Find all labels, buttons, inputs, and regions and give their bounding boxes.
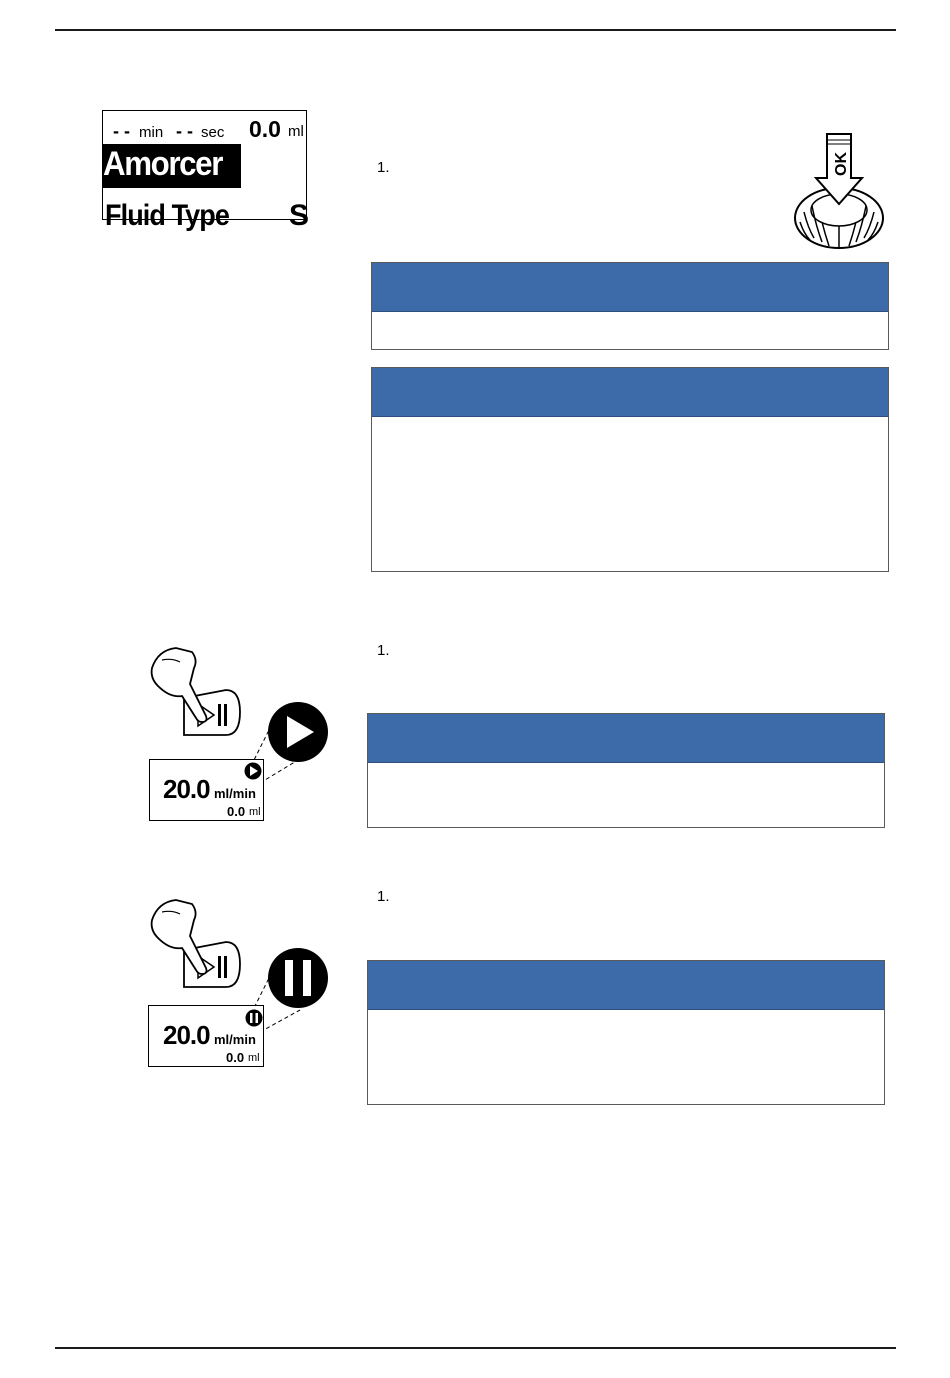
menu-item-fluid-type: Fluid Type [105,199,230,232]
stop-volume-value: 0.0 [226,1050,245,1065]
start-note-header [368,714,884,763]
header-rule [55,29,896,31]
run-flow-value: 20.0 [163,774,210,804]
run-flow-unit: ml/min [214,786,256,801]
prime-note-header [372,263,888,312]
stop-display [148,1005,264,1067]
timer-seconds-dashes: - - [176,121,193,141]
pause-icon [268,948,328,1008]
menu-item-fluid-type-value: S [289,199,310,232]
ok-dial-icon [792,130,887,254]
run-display [149,759,264,821]
start-step-number: 1. [377,642,390,659]
stop-status-pause-icon [245,1009,263,1027]
volume-value: 0.0 [249,116,281,142]
stop-note-header [368,961,884,1010]
volume-unit: ml [288,123,304,140]
footer-rule [55,1347,896,1349]
stop-step-number: 1. [377,888,390,905]
stop-note-box [367,960,885,1105]
timer-seconds-unit: sec [201,124,225,141]
play-pause-key-icon-stop[interactable] [184,942,240,988]
menu-item-amorcer: Amorcer [103,145,222,183]
play-pause-key-icon[interactable] [184,690,240,736]
start-note-box [367,713,885,828]
play-icon [268,702,328,762]
prime-step-number: 1. [377,159,390,176]
prime-display [102,110,310,232]
run-status-play-icon [244,762,262,780]
timer-minutes-unit: min [139,124,164,141]
stop-volume-unit: ml [248,1052,260,1064]
run-volume-value: 0.0 [227,804,246,819]
stop-flow-unit: ml/min [214,1032,256,1047]
timer-minutes-dashes: - - [113,121,130,141]
stop-flow-value: 20.0 [163,1020,210,1050]
prime-warning-header [372,368,888,417]
ok-key-label: OK [833,152,850,176]
run-volume-unit: ml [249,806,261,818]
prime-warning-box [371,367,889,572]
prime-note-box [371,262,889,350]
